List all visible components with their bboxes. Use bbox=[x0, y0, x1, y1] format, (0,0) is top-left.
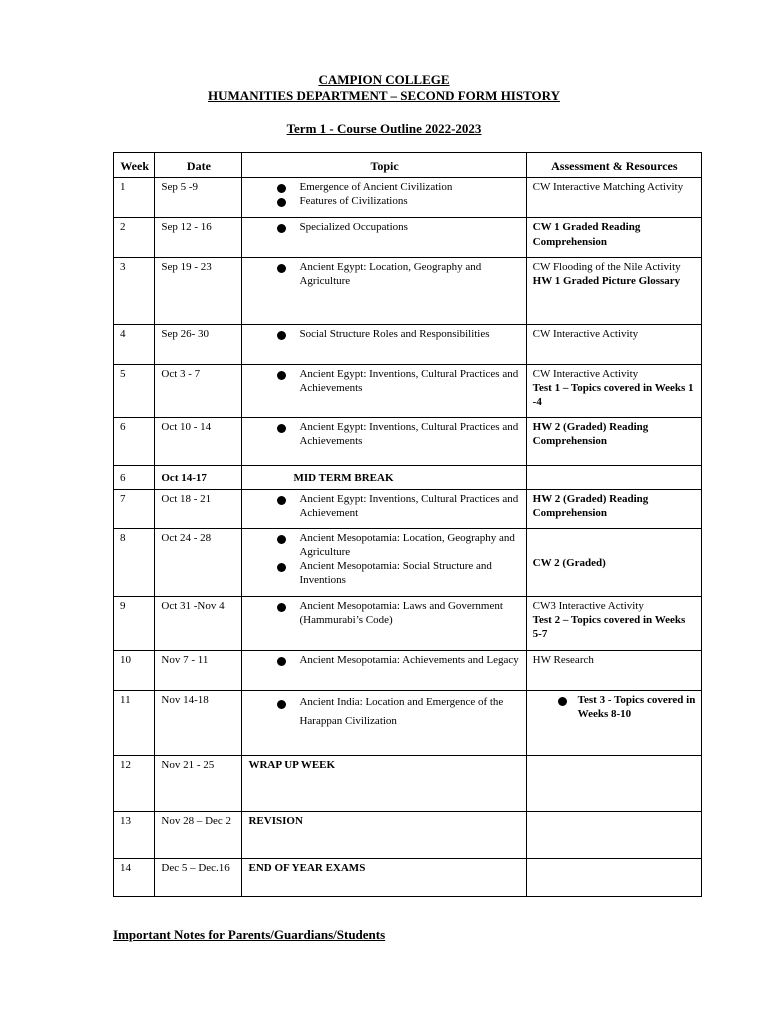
assessment-item: CW 1 Graded Reading Comprehension bbox=[532, 221, 641, 248]
table-row bbox=[114, 365, 702, 418]
table-row bbox=[114, 466, 702, 490]
assessment-cell bbox=[526, 812, 701, 859]
topic-item: Ancient Egypt: Inventions, Cultural Practices and Achievements bbox=[299, 367, 520, 395]
topic-cell bbox=[242, 529, 526, 597]
topic-item: Ancient Mesopotamia: Achievements and Legacy bbox=[299, 654, 519, 666]
topic-cell bbox=[242, 325, 526, 365]
date-cell: Oct 3 - 7 bbox=[155, 365, 242, 418]
column-header-assessment: Assessment & Resources bbox=[526, 153, 701, 178]
week-cell: 5 bbox=[114, 365, 155, 418]
topic-item: Ancient Egypt: Inventions, Cultural Practices and Achievements bbox=[299, 420, 520, 448]
department-title: HUMANITIES DEPARTMENT – SECOND FORM HISTORY bbox=[208, 88, 560, 103]
topic-item: Ancient Mesopotamia: Social Structure and Inventions bbox=[299, 559, 520, 587]
assessment-item: CW3 Interactive Activity bbox=[532, 600, 644, 612]
assessment-item: HW Research bbox=[532, 654, 594, 666]
date-cell: Oct 24 - 28 bbox=[155, 529, 242, 597]
date-cell: Oct 14-17 bbox=[155, 466, 242, 490]
assessment-cell bbox=[526, 490, 701, 529]
week-cell: 13 bbox=[114, 812, 155, 859]
assessment-cell bbox=[526, 325, 701, 365]
topic-cell bbox=[242, 258, 526, 325]
assessment-cell bbox=[526, 418, 701, 466]
topic-cell bbox=[242, 178, 526, 218]
assessment-item: Test 1 – Topics covered in Weeks 1 -4 bbox=[532, 382, 694, 408]
week-cell: 9 bbox=[114, 597, 155, 651]
assessment-cell bbox=[526, 466, 701, 490]
topic-cell bbox=[242, 691, 526, 756]
school-name: CAMPION COLLEGE bbox=[318, 72, 450, 87]
table-row bbox=[114, 529, 702, 597]
assessment-item: Test 3 - Topics covered in Weeks 8-10 bbox=[577, 694, 696, 720]
assessment-cell bbox=[526, 178, 701, 218]
date-cell: Nov 28 – Dec 2 bbox=[155, 812, 242, 859]
table-row bbox=[114, 325, 702, 365]
table-row bbox=[114, 756, 702, 812]
topic-cell bbox=[242, 365, 526, 418]
week-cell: 8 bbox=[114, 529, 155, 597]
week-cell: 6 bbox=[114, 418, 155, 466]
assessment-cell bbox=[526, 597, 701, 651]
assessment-cell bbox=[526, 859, 701, 897]
topic-cell bbox=[242, 418, 526, 466]
topic-cell: WRAP UP WEEK bbox=[242, 756, 526, 812]
assessment-item: Test 2 – Topics covered in Weeks 5-7 bbox=[532, 614, 686, 640]
week-cell: 7 bbox=[114, 490, 155, 529]
week-cell: 14 bbox=[114, 859, 155, 897]
assessment-item: HW 2 (Graded) Reading Comprehension bbox=[532, 493, 649, 519]
week-cell: 2 bbox=[114, 218, 155, 258]
topic-cell: REVISION bbox=[242, 812, 526, 859]
topic-cell bbox=[242, 597, 526, 651]
table-row bbox=[114, 651, 702, 691]
week-cell: 12 bbox=[114, 756, 155, 812]
column-header-week: Week bbox=[114, 153, 155, 178]
week-cell: 11 bbox=[114, 691, 155, 756]
table-row bbox=[114, 418, 702, 466]
date-cell: Nov 7 - 11 bbox=[155, 651, 242, 691]
topic-cell bbox=[242, 218, 526, 258]
topic-item: Ancient Mesopotamia: Location, Geography and Agriculture bbox=[299, 531, 520, 559]
table-row bbox=[114, 859, 702, 897]
assessment-item: CW 2 (Graded) bbox=[532, 556, 606, 569]
table-row bbox=[114, 178, 702, 218]
date-cell: Sep 12 - 16 bbox=[155, 218, 242, 258]
topic-item: Ancient Mesopotamia: Laws and Government (Hammurabi’s Code) bbox=[299, 599, 520, 627]
topic-item: Emergence of Ancient Civilization bbox=[299, 180, 520, 194]
course-outline-title: Term 1 - Course Outline 2022-2023 bbox=[286, 121, 482, 136]
course-outline-table bbox=[113, 152, 702, 897]
topic-item: Ancient India: Location and Emergence of the Harappan Civilization bbox=[299, 693, 520, 731]
assessment-cell bbox=[526, 218, 701, 258]
assessment-cell bbox=[526, 529, 701, 597]
topic-cell: MID TERM BREAK bbox=[242, 466, 526, 490]
assessment-item: CW Interactive Activity bbox=[532, 328, 639, 340]
week-cell: 3 bbox=[114, 258, 155, 325]
date-cell: Nov 21 - 25 bbox=[155, 756, 242, 812]
assessment-cell bbox=[526, 756, 701, 812]
assessment-cell bbox=[526, 651, 701, 691]
table-row bbox=[114, 258, 702, 325]
table-row bbox=[114, 218, 702, 258]
table-header-row bbox=[114, 153, 702, 178]
date-cell: Sep 19 - 23 bbox=[155, 258, 242, 325]
week-cell: 1 bbox=[114, 178, 155, 218]
assessment-item: CW Interactive Activity bbox=[532, 368, 639, 380]
topic-item: Ancient Egypt: Location, Geography and Agriculture bbox=[299, 260, 520, 288]
assessment-item: CW Interactive Matching Activity bbox=[532, 181, 684, 193]
topic-item: Ancient Egypt: Inventions, Cultural Practices and Achievement bbox=[299, 492, 520, 520]
date-cell: Sep 5 -9 bbox=[155, 178, 242, 218]
column-header-topic: Topic bbox=[242, 153, 526, 178]
topic-cell bbox=[242, 490, 526, 529]
week-cell: 6 bbox=[114, 466, 155, 490]
table-row bbox=[114, 490, 702, 529]
column-header-date: Date bbox=[155, 153, 242, 178]
table-row bbox=[114, 597, 702, 651]
assessment-cell bbox=[526, 691, 701, 756]
date-cell: Oct 18 - 21 bbox=[155, 490, 242, 529]
table-row bbox=[114, 812, 702, 859]
date-cell: Sep 26- 30 bbox=[155, 325, 242, 365]
date-cell: Dec 5 – Dec.16 bbox=[155, 859, 242, 897]
date-cell: Nov 14-18 bbox=[155, 691, 242, 756]
assessment-cell bbox=[526, 365, 701, 418]
date-cell: Oct 31 -Nov 4 bbox=[155, 597, 242, 651]
topic-cell bbox=[242, 651, 526, 691]
topic-item: Social Structure Roles and Responsibilities bbox=[299, 327, 520, 341]
topic-item: Specialized Occupations bbox=[299, 220, 520, 234]
week-cell: 4 bbox=[114, 325, 155, 365]
table-row bbox=[114, 691, 702, 756]
topic-item: Features of Civilizations bbox=[299, 194, 520, 208]
assessment-item: HW 1 Graded Picture Glossary bbox=[532, 275, 681, 287]
important-notes-heading: Important Notes for Parents/Guardians/Students bbox=[113, 927, 386, 942]
assessment-cell bbox=[526, 258, 701, 325]
topic-cell: END OF YEAR EXAMS bbox=[242, 859, 526, 897]
week-cell: 10 bbox=[114, 651, 155, 691]
assessment-item: HW 2 (Graded) Reading Comprehension bbox=[532, 421, 649, 447]
date-cell: Oct 10 - 14 bbox=[155, 418, 242, 466]
assessment-item: CW Flooding of the Nile Activity bbox=[532, 261, 681, 273]
